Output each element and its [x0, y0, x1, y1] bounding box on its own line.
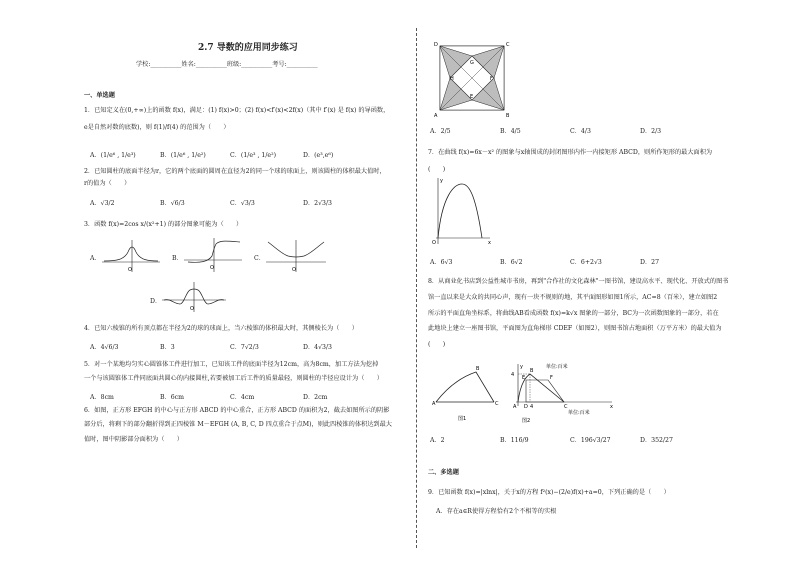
left-column	[78, 0, 408, 562]
q9-option-a[interactable]: A．存在a∈R使得方程恰有2个不相等的实根	[436, 508, 557, 515]
q6-option-a[interactable]: A．2/5	[430, 128, 451, 135]
q3-option-b[interactable]: B．	[172, 255, 183, 262]
q8-line2: 馆一直以来是大众的共同心声，现有一块不规则的地，其平面图形如图1所示，AC=8（百米），建立如图2	[428, 294, 718, 301]
q5-option-b[interactable]: B．6cm	[160, 394, 185, 401]
fig1-label-b: B	[476, 366, 480, 372]
fig2-label-f: F	[550, 375, 553, 381]
q4-option-c[interactable]: C．7√2/3	[230, 344, 259, 351]
q6-line2: 部分后，将剩下的部分翻折得到正四棱锥 M－EFGH (A, B, C, D 四点重合于点M)，则此四棱锥的体积达到最大	[84, 421, 392, 428]
fig2-label-c: C	[564, 404, 568, 410]
q7-option-c[interactable]: C．6+2√3	[570, 259, 602, 266]
q8-option-d[interactable]: D．352/27	[640, 437, 673, 444]
q3-graph-d	[162, 280, 228, 314]
q2-option-b[interactable]: B．√6/3	[160, 200, 185, 207]
q6-option-b[interactable]: B．4/5	[500, 128, 521, 135]
q7-option-d[interactable]: D．27	[640, 259, 660, 266]
q7-option-a[interactable]: A．6√3	[430, 259, 453, 266]
q8-line4: 此地块上建立一座图书馆，平面图为直角梯形 CDEF（如图2），则图书馆占地面积（万平方米）的最大值为	[428, 325, 722, 332]
q6-figure	[434, 42, 514, 118]
q7-line1: 7．在曲线 f(x)=6x－x² 的图象与x轴围成的封闭图形内作一内接矩形 ABCD，则所作矩形的最大面积为	[428, 149, 713, 156]
q7-figure	[432, 176, 492, 246]
q7-x-label: x	[488, 240, 491, 246]
q4-option-d[interactable]: D．4√3/3	[303, 344, 332, 351]
q7-y-label: y	[440, 178, 443, 184]
q8-option-b[interactable]: B．116/9	[500, 437, 529, 444]
label-c: C	[506, 42, 510, 48]
q3-graph-c	[266, 238, 328, 274]
q7-line2: ( )	[428, 166, 446, 173]
column-divider	[416, 28, 417, 548]
q1-option-d[interactable]: D．(e³,e⁶)	[303, 152, 334, 159]
q3-line1: 3．函数 f(x)=2cos x/(x²+1) 的部分图象可能为（ ）	[84, 221, 243, 228]
q8-option-a[interactable]: A．2	[430, 437, 445, 444]
q5-option-c[interactable]: C．4cm	[230, 394, 255, 401]
q5-line2: 一个与该圆锥体工件同底面共圆心的内接圆柱,若要被加工后工件的质量最轻，则圆柱的半径应设计为（ ）	[84, 375, 383, 382]
q8-figure2	[508, 362, 618, 428]
q5-option-d[interactable]: D．2cm	[303, 394, 328, 401]
q2-option-d[interactable]: D．2√3/3	[303, 200, 332, 207]
q8-line3: 所示的平面直角坐标系，将曲线AB看成函数 f(x)=k√x 图象的一部分，BC为一次函数图象的一部分，若在	[428, 310, 719, 317]
q3b-origin-label: O	[210, 265, 214, 271]
q8-line1: 8．从商业化书店到公益性城市书房，再到"合作社的文化森林"一图书馆，建设高水平、现代化、开放式的图书	[428, 278, 729, 285]
q2-line2: r的值为（ ）	[84, 180, 131, 187]
fig2-label-a: A	[513, 404, 517, 410]
q8-option-c[interactable]: C．196√3/27	[570, 437, 611, 444]
fig2-y-tick-4: 4	[511, 372, 515, 378]
q6-line3: 值时，图中阴影部分面积为（ ）	[84, 436, 183, 443]
q6-line1: 6．如图，正方形 EFGH 的中心与正方形 ABCD 的中心重合，正方形 ABCD 的面积为2，截去如图所示的阴影	[84, 407, 390, 414]
label-a: A	[434, 113, 438, 119]
section-multiple-choice: 二、多选题	[428, 469, 459, 476]
q3-option-a[interactable]: A．	[90, 255, 101, 262]
right-column	[428, 0, 758, 562]
label-g: G	[470, 60, 474, 66]
q1-line2: e是自然对数的底数)，则 f(1)/f(4) 的范围为（ ）	[84, 124, 230, 131]
fig1-caption: 图1	[458, 416, 467, 422]
fig2-label-d: D	[524, 404, 528, 410]
fig2-caption: 图2	[522, 418, 531, 424]
fig2-label-e: E	[522, 375, 526, 381]
q4-line1: 4．已知六棱锥的所有顶点都在半径为2的球的球面上，当六棱锥的体积最大时，其侧棱长为（ ）	[84, 325, 358, 332]
q6-option-d[interactable]: D．2/3	[640, 128, 662, 135]
fig2-x-label: x	[610, 404, 613, 410]
q1-option-a[interactable]: A．(1/e⁶ , 1/e³)	[90, 152, 136, 159]
q9-line1: 9．已知函数 f(x)=|xlnx|，关于x的方程 f²(x)−(2/e)f(x)+a=0，下列正确的是（ ）	[428, 489, 670, 496]
fig2-label-b: B	[530, 368, 534, 374]
info-line: 学校:__________姓名:__________班级:__________考号:__________	[136, 61, 318, 68]
q3-option-d[interactable]: D．	[150, 298, 162, 305]
label-f: F	[490, 76, 493, 82]
fig1-label-c: C	[495, 401, 499, 407]
q3d-origin-label: O	[190, 306, 194, 312]
q8-figure1	[432, 364, 502, 426]
label-b: B	[506, 113, 510, 119]
section-single-choice: 一、单选题	[84, 92, 115, 99]
q3c-origin-label: O	[292, 267, 296, 273]
q7-option-b[interactable]: B．6√2	[500, 259, 523, 266]
q8-line5: ( )	[428, 341, 446, 348]
doc-title: 2.7 导数的应用同步练习	[198, 43, 298, 53]
q1-line1: 1．已知定义在(0,+∞)上的函数 f(x)，满足：(1) f(x)>0；(2) f(x)<f′(x)<2f(x)（其中 f′(x) 是 f(x) 的导函数，	[84, 107, 390, 114]
fig1-label-a: A	[432, 401, 436, 407]
q5-option-a[interactable]: A．8cm	[90, 394, 114, 401]
q2-line1: 2．已知圆柱的底面半径为r，它的两个底面的圆周在直径为2的同一个球的球面上，则该圆柱的体积最大值时，	[84, 168, 386, 175]
q5-line1: 5．对一个某地均匀实心圆锥体工件进行加工，已知该工件的底面半径为12cm，高为8cm，加工方法为挖掉	[84, 361, 379, 368]
q6-option-c[interactable]: C．4/3	[570, 128, 591, 135]
q3-option-c[interactable]: C．	[254, 255, 265, 262]
q4-option-a[interactable]: A．4√6/3	[90, 344, 119, 351]
q7-origin-label: O	[432, 240, 436, 246]
label-e: E	[470, 94, 474, 100]
q3a-origin-label: O	[128, 267, 132, 273]
q2-option-a[interactable]: A．√3/2	[90, 200, 115, 207]
q1-option-c[interactable]: C．(1/e³ , 1/e²)	[230, 152, 276, 159]
q3-graph-b	[184, 236, 244, 274]
fig2-x-tick-4: 4	[530, 404, 534, 410]
q2-option-c[interactable]: C．√3/3	[230, 200, 255, 207]
fig2-y-unit: 单位:百米	[546, 364, 568, 370]
q4-option-b[interactable]: B．3	[160, 344, 175, 351]
fig2-x-unit: 单位:百米	[568, 410, 590, 416]
q3-graph-a	[102, 238, 162, 274]
q1-option-b[interactable]: B．(1/e⁶ , 1/e²)	[160, 152, 206, 159]
trapezoid-cdef	[526, 380, 564, 402]
label-d: D	[434, 42, 438, 48]
label-h: H	[450, 76, 454, 82]
fig2-y-label: y	[520, 364, 523, 370]
